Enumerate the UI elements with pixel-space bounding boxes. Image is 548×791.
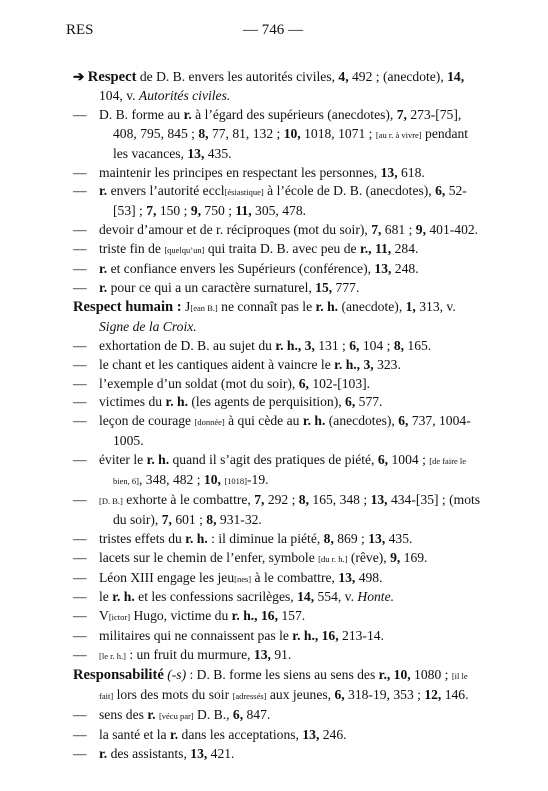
index-entry: — Léon XIII engage les jeu[nes] à le combattre, 13, 498.	[73, 569, 383, 585]
index-entry: — devoir d’amour et de r. réciproques (mot du soir), 7, 681 ; 9, 401-402.	[73, 222, 479, 238]
index-entry: Responsabilité (-s) : D. B. forme les siens au sens des r., 10, 1080 ; [il le fait] lors des mots du soir [adressés] aux jeunes, 6, 318-19, 353 ; 12, 146.	[73, 667, 469, 702]
index-entry: — exhortation de D. B. au sujet du r. h., 3, 131 ; 6, 104 ; 8, 165.	[73, 337, 432, 353]
index-entry: — le chant et les cantiques aident à vaincre le r. h., 3, 323.	[73, 356, 401, 372]
index-entry: — r. et confiance envers les Supérieurs (conférence), 13, 248.	[73, 261, 419, 277]
index-entry: — le r. h. et les confessions sacrilèges, 14, 554, v. Honte.	[73, 589, 395, 605]
index-entry: — V[ictor] Hugo, victime du r. h., 16, 157.	[73, 608, 306, 624]
index-entry: — la santé et la r. dans les acceptations, 13, 246.	[73, 726, 347, 742]
index-entries	[73, 68, 483, 764]
index-entry: — sens des r. [vécu par] D. B., 6, 847.	[73, 706, 271, 722]
index-entry: — maintenir les principes en respectant les personnes, 13, 618.	[73, 164, 425, 180]
index-entry: — [le r. h.] : un fruit du murmure, 13, 91.	[73, 647, 292, 663]
index-entry: — D. B. forme au r. à l’égard des supérieurs (anecdotes), 7, 273-[75], 408, 795, 845 ; 8, 77, 81, 132 ; 10, 1018, 1071 ; [au r. à vivre] pendant les vacances, 13, 435.	[73, 106, 469, 161]
index-entry: — r. envers l’autorité eccl[ésiastique] à l’école de D. B. (anecdotes), 6, 52-[53] ; 7, 150 ; 9, 750 ; 11, 305, 478.	[73, 183, 467, 219]
page-header	[66, 22, 480, 42]
index-entry: — militaires qui ne connaissent pas le r. h., 16, 213-14.	[73, 628, 384, 644]
running-head: RES	[66, 22, 94, 38]
index-entry: — triste fin de [quelqu’un] qui traita D. B. avec peu de r., 11, 284.	[73, 241, 419, 257]
index-entry: — [D. B.] exhorte à le combattre, 7, 292 ; 8, 165, 348 ; 13, 434-[35] ; (mots du soir), 7, 601 ; 8, 931-32.	[73, 491, 481, 527]
index-entry: Respect humain : J[ean B.] ne connaît pas le r. h. (anecdote), 1, 313, v. Signe de la Croix.	[73, 298, 456, 334]
index-entry: — l’exemple d’un soldat (mot du soir), 6, 102-[103].	[73, 375, 371, 391]
index-entry: — éviter le r. h. quand il s’agit des pratiques de piété, 6, 1004 ; [de faire le bien, 6], 348, 482 ; 10, [1018]-19.	[73, 452, 467, 488]
index-entry: — r. des assistants, 13, 421.	[73, 745, 235, 761]
index-entry: ➔ Respect de D. B. envers les autorités civiles, 4, 492 ; (anecdote), 14, 104, v. Autorités civiles.	[73, 69, 465, 103]
page-number: — 746 —	[243, 22, 303, 38]
index-entry: — victimes du r. h. (les agents de perquisition), 6, 577.	[73, 394, 383, 410]
index-entry: — leçon de courage [donnée] à qui cède au r. h. (anecdotes), 6, 737, 1004-1005.	[73, 413, 471, 449]
index-entry: — lacets sur le chemin de l’enfer, symbole [du r. h.] (rêve), 9, 169.	[73, 549, 428, 565]
index-entry: — r. pour ce qui a un caractère surnaturel, 15, 777.	[73, 279, 360, 295]
index-entry: — tristes effets du r. h. : il diminue la piété, 8, 869 ; 13, 435.	[73, 530, 413, 546]
